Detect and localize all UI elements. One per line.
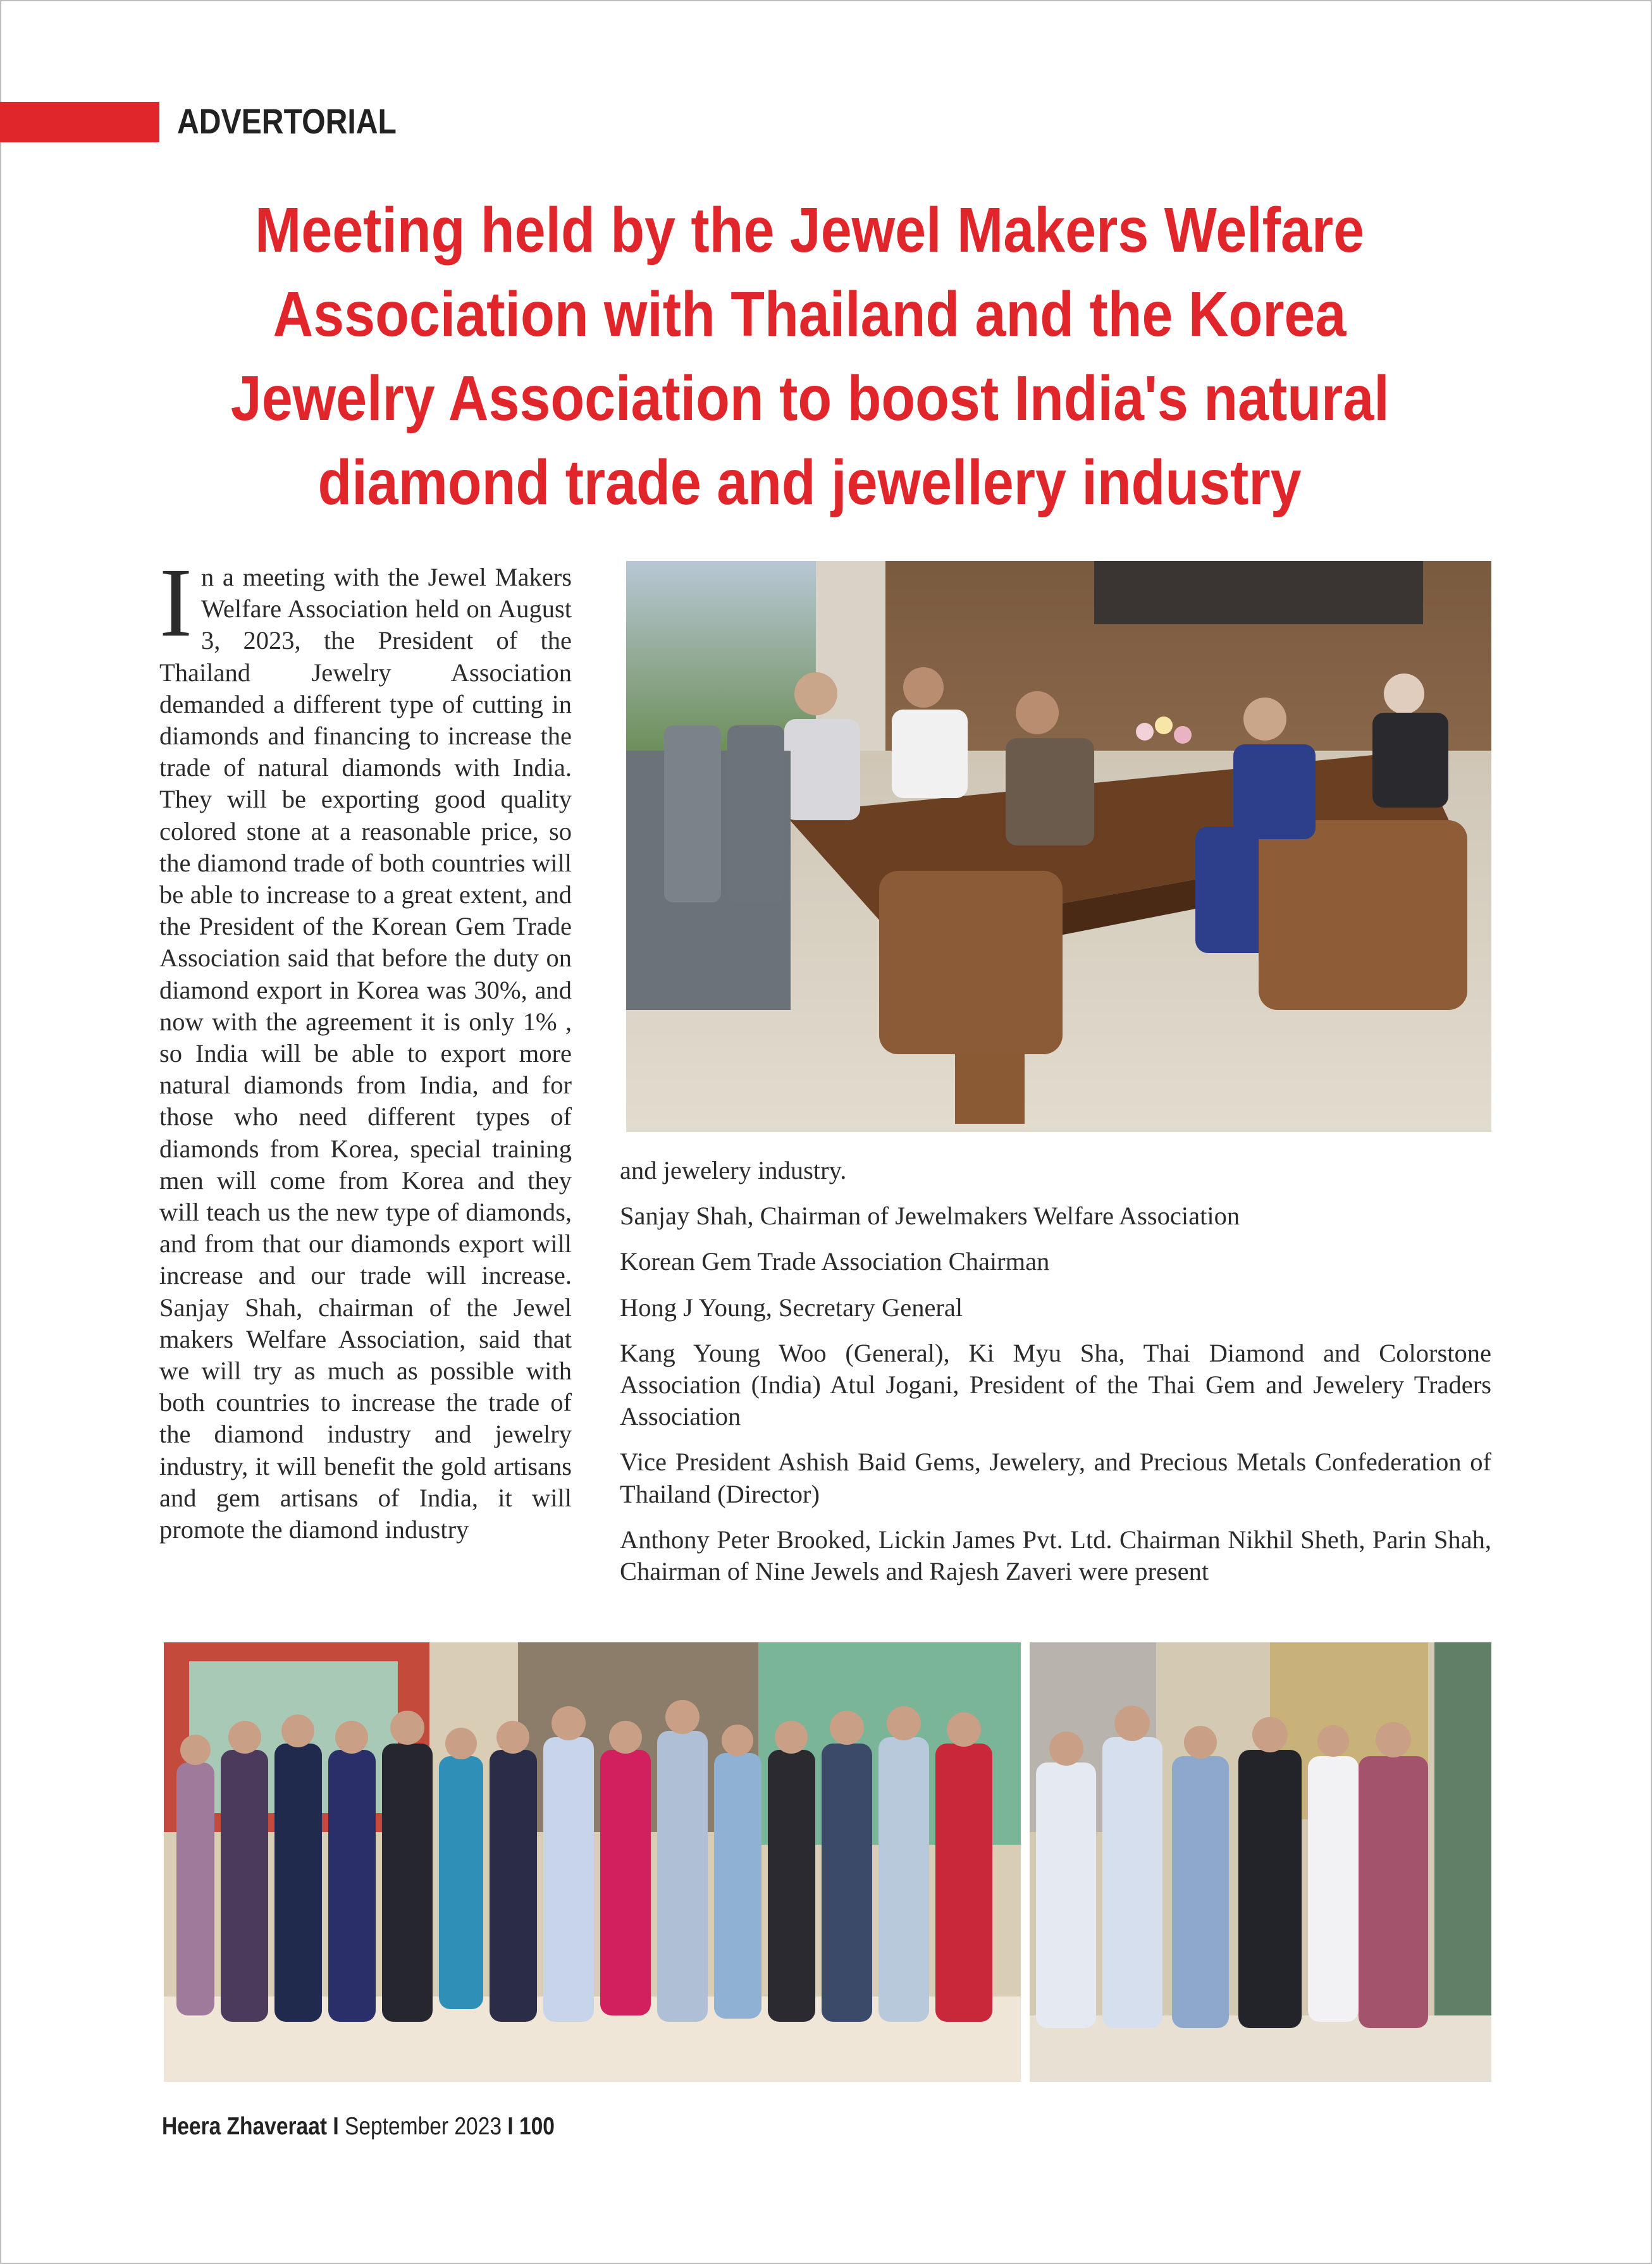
article-lead-text: n a meeting with the Jewel Makers Welfare Association held on August 3, 2023, the President of the Thailand Jewelry Association demanded a different type of cutting in diamonds and financing to increase the trade of natural diamonds with India. They will be exporting good quality colored stone at a reasonable price, so the diamond trade of both countries will be able to increase to a great extent, and the President of the Korean Gem Trade Association said that before the duty on diamond export in Korea was 30%, and now with the agreement it is only 1% , so India will be able to export more natural diamonds from India, and for those who need different types of diamonds from Korea, special training men will come from Korea and they will teach us the new type of diamonds, and from that our diamonds export will increase and our trade will increase. Sanjay Shah, chairman of the Jewel makers Welfare Association, said that we will try as much as possible with both countries to increase the trade of the diamond industry and jewelry industry, it will benefit the gold artisans and gem artisans of India, it will promote the diamond industry — [159, 563, 572, 1544]
continuation-paragraph-1: and jewelery industry. — [620, 1156, 847, 1184]
headline-line-3: Jewelry Association to boost India's natural — [230, 363, 1390, 434]
continuation-paragraph-7: Anthony Peter Brooked, Lickin James Pvt. Ltd. Chairman Nikhil Sheth, Parin Shah, Chairman of Nine Jewels and Rajesh Zaveri were present — [620, 1525, 1491, 1586]
continuation-paragraph-4: Hong J Young, Secretary General — [620, 1293, 963, 1322]
drop-cap: I — [159, 548, 192, 657]
headline-line-4: diamond trade and jewellery industry — [317, 447, 1302, 518]
publication-name: Heera Zhaveraat — [162, 2113, 328, 2140]
section-label: ADVERTORIAL — [177, 101, 397, 141]
article-lead-column — [159, 548, 572, 1546]
continuation-paragraph-5: Kang Young Woo (General), Ki Myu Sha, Thai Diamond and Colorstone Association (India) Atul Jogani, President of the Thai Gem and Jewelery Traders Association — [620, 1338, 1491, 1431]
article-continuation-column — [620, 1155, 1491, 1601]
group-photo-right — [1030, 1642, 1491, 2082]
issue-date: September 2023 — [345, 2113, 502, 2140]
section-accent-bar — [0, 102, 159, 142]
group-photo-left — [164, 1642, 1021, 2082]
headline — [152, 188, 1467, 525]
page-number: 100 — [519, 2113, 555, 2140]
meeting-room-photo — [626, 561, 1491, 1132]
continuation-paragraph-3: Korean Gem Trade Association Chairman — [620, 1247, 1050, 1276]
continuation-paragraph-6: Vice President Ashish Baid Gems, Jewelery, and Precious Metals Confederation of Thailand (Director) — [620, 1448, 1491, 1508]
headline-line-1: Meeting held by the Jewel Makers Welfare — [254, 195, 1365, 266]
headline-line-2: Association with Thailand and the Korea — [273, 279, 1347, 350]
footer-separator-1: I — [333, 2113, 339, 2140]
page-footer — [162, 2109, 555, 2144]
continuation-paragraph-2: Sanjay Shah, Chairman of Jewelmakers Welfare Association — [620, 1202, 1240, 1231]
footer-separator-2: I — [507, 2113, 514, 2140]
